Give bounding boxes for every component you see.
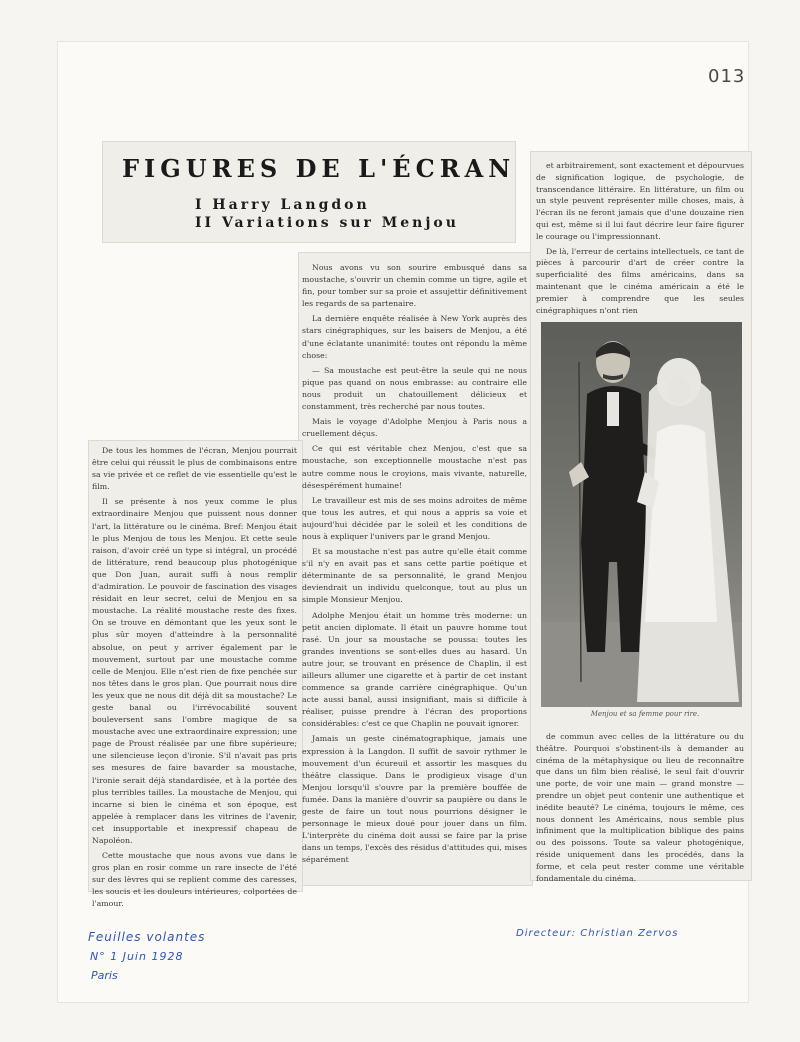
couple-photo bbox=[541, 322, 742, 707]
handwritten-journal-name: Feuilles volantes bbox=[88, 930, 206, 944]
handwritten-issue-date: N° 1 Juin 1928 bbox=[90, 950, 184, 963]
paragraph: Nous avons vu son sourire embusqué dans sa moustache, s'ouvrir un chemin comme un tigre, agile et fin, pour tomber sur sa proie et assujettir définitivement les regards de sa partenaire. bbox=[302, 263, 527, 309]
handwritten-city: Paris bbox=[91, 969, 118, 982]
paragraph: La dernière enquête réalisée à New York auprès des stars cinégraphiques, sur les baisers de Menjou, a été d'une éclatante unanimité: toutes ont répondu la même chose: bbox=[302, 314, 527, 360]
right-column-text-bottom bbox=[536, 731, 744, 883]
paragraph: Mais le voyage d'Adolphe Menjou à Paris nous a cruellement déçus. bbox=[302, 417, 527, 439]
paragraph: Et sa moustache n'est pas autre qu'elle était comme s'il n'y en avait pas et sans cette partie poétique et déterminante de sa personnalité, le grand Menjou deviendrait un individu quelconque, tout au plus un simple Monsieur Menjou. bbox=[302, 547, 527, 605]
paragraph: Cette moustache que nous avons vue dans le gros plan en rosir comme un rare insecte de l'été sur des lèvres qui se replient comme des caresses, les soucis et les douleurs intérieures, colportées de l'amour. bbox=[92, 851, 297, 909]
left-column-text bbox=[92, 445, 297, 909]
paragraph: De là, l'erreur de certains intellectuels, ce tant de pièces à parcourir d'art de créer contre la superficialité des films américains, dans sa maintenant que le cinéma américain a été le premier à comprendre que les seules cinégraphiques n'ont rien bbox=[536, 246, 744, 315]
paragraph: Le travailleur est mis de ses moins adroites de même que tous les autres, et qui nous a appris sa voie et aujourd'hui décidée par le soleil et les conditions de nous à expliquer l'univers par le grand Menjou. bbox=[302, 495, 527, 541]
paragraph: Adolphe Menjou était un homme très moderne: un petit ancien diplomate. Il était un pauvre homme tout rasé. Un jour sa moustache se poussa: toutes les grandes inventions se sont-elles dues au hasard. Un autre jour, se trouvant en présence de Chaplin, il est ailleurs allumer une cigarette et à partir de cet instant commence sa grande carrière cinégraphique. Qu'un acte aussi banal, aussi insignifiant, mais si difficile à réaliser, puisse prendre à l'écran des proportions considérables: c'est ce que Chaplin ne pouvait ignorer. bbox=[302, 610, 527, 729]
article-title: FIGURES DE L'ÉCRAN bbox=[122, 154, 516, 183]
paragraph: de commun avec celles de la littérature ou du théâtre. Pourquoi s'obstinent-ils à demander au cinéma de la métaphysique ou lieu de reconnaître que dans un film bien réalisé, le seul fait d'ouvrir une porte, de voir une main — grand monstre — prendre un objet peut contenir une authentique et inédite beauté? Le cinéma, toujours le même, ces nous donnent les Américains, nous semble plus infiniment que la multiplication biblique des pains ou des poissons. Toute sa valeur photogénique, réside uniquement dans les procédés, dans la forme, et cela peut rester comme une véritable fondamentale du cinéma. bbox=[536, 732, 744, 883]
middle-column-text bbox=[302, 262, 527, 877]
handwritten-director: Directeur: Christian Zervos bbox=[516, 928, 679, 939]
page-number: 013 bbox=[708, 66, 746, 87]
paragraph: — Sa moustache est peut-être la seule qui ne nous pique pas quand on nous embrasse: au contraire elle nous produit un chatouillement délicieux et constamment, très recherché par nous toutes. bbox=[302, 365, 527, 412]
paragraph: Il se présente à nos yeux comme le plus extraordinaire Menjou que puissent nous donner l'art, la littérature ou le cinéma. Bref: Menjou était le plus Menjou de tous les Menjou. Et cette seule raison, d'avoir créé un type si intégral, un procédé de littérature, rend beaucoup plus photogénique que Don Juan, aurait suffi à nous remplir d'admiration. Le pouvoir de fascination des visages résidait en leur secret, celui de Menjou en sa moustache. La réalité moustache reste des fixes. On se trouve en démontant que les yeux sont le plus sûr moyen d'atteindre à la personnalité absolue, on peut y arriver également par le mouvement, surtout par une moustache comme celle de Menjou. Elle n'est rien de fixe penchée sur nos têtes dans le gros plan. Que pourrait nous dire les yeux que ne nous dit déjà dit sa moustache? Le geste banal ou l'irrévocabilité souvent bouleversent sans l'ombre magique de sa moustache avec une extraordinaire expression; une page de Proust réalisée par une fibre supérieure; une silencieuse leçon d'ironie. S'il n'avait pas pris ses mesures de faire bavarder sa moustache, l'ironie serait déjà standardisée, et à la portée des plus terribles tailles. La moustache de Menjou, qui incarne si bien le cinéma et son époque, est appelée à remplacer dans les vitrines de l'avenir, cet insupportable et inexpressif chapeau de Napoléon. bbox=[92, 497, 297, 845]
subtitle-harry-langdon: I Harry Langdon bbox=[195, 197, 370, 213]
photo-illustration bbox=[541, 322, 742, 707]
paragraph: et arbitrairement, sont exactement et dépourvues de signification logique, de psychologie, de transcendance littéraire. En littérature, un film ou un style peuvent représenter mille choses, mais, à l'écran ils ne feront jamais que d'une douzaine rien qui est, même si il lui faut décrire leur faire figurer le courage ou l'impressionnant. bbox=[536, 161, 744, 241]
paragraph: De tous les hommes de l'écran, Menjou pourrait être celui qui réussit le plus de combinaisons entre sa vie privée et ce reflet de vie essentielle qu'est le film. bbox=[92, 446, 297, 492]
right-column-text-top bbox=[536, 160, 744, 315]
paragraph: Ce qui est véritable chez Menjou, c'est que sa moustache, son exceptionnelle moustache n'est pas autre comme nous le croyions, mais vivante, naturelle, désespérément humaine! bbox=[302, 444, 527, 490]
subtitle-variations-menjou: II Variations sur Menjou bbox=[195, 215, 459, 231]
photo-caption: Menjou et sa femme pour rire. bbox=[590, 710, 700, 718]
paragraph: Jamais un geste cinématographique, jamais une expression à la Langdon. Il suffit de savoir rythmer le mouvement d'un écureuil et assortir les masques du théâtre classique. Dans le prodigieux visage d'un Menjou lorsqu'il s'ouvre par la première bouffée de fumée. Dans la manière d'ouvrir sa paupière ou dans le geste de faire un tout nous pourrions désigner le personnage le mieux doué pour jouer dans un film. L'interprète du cinéma doit aussi se faire par la prise dans un temps, l'excès des résidus d'attitudes qui, mises séparément bbox=[302, 734, 527, 865]
